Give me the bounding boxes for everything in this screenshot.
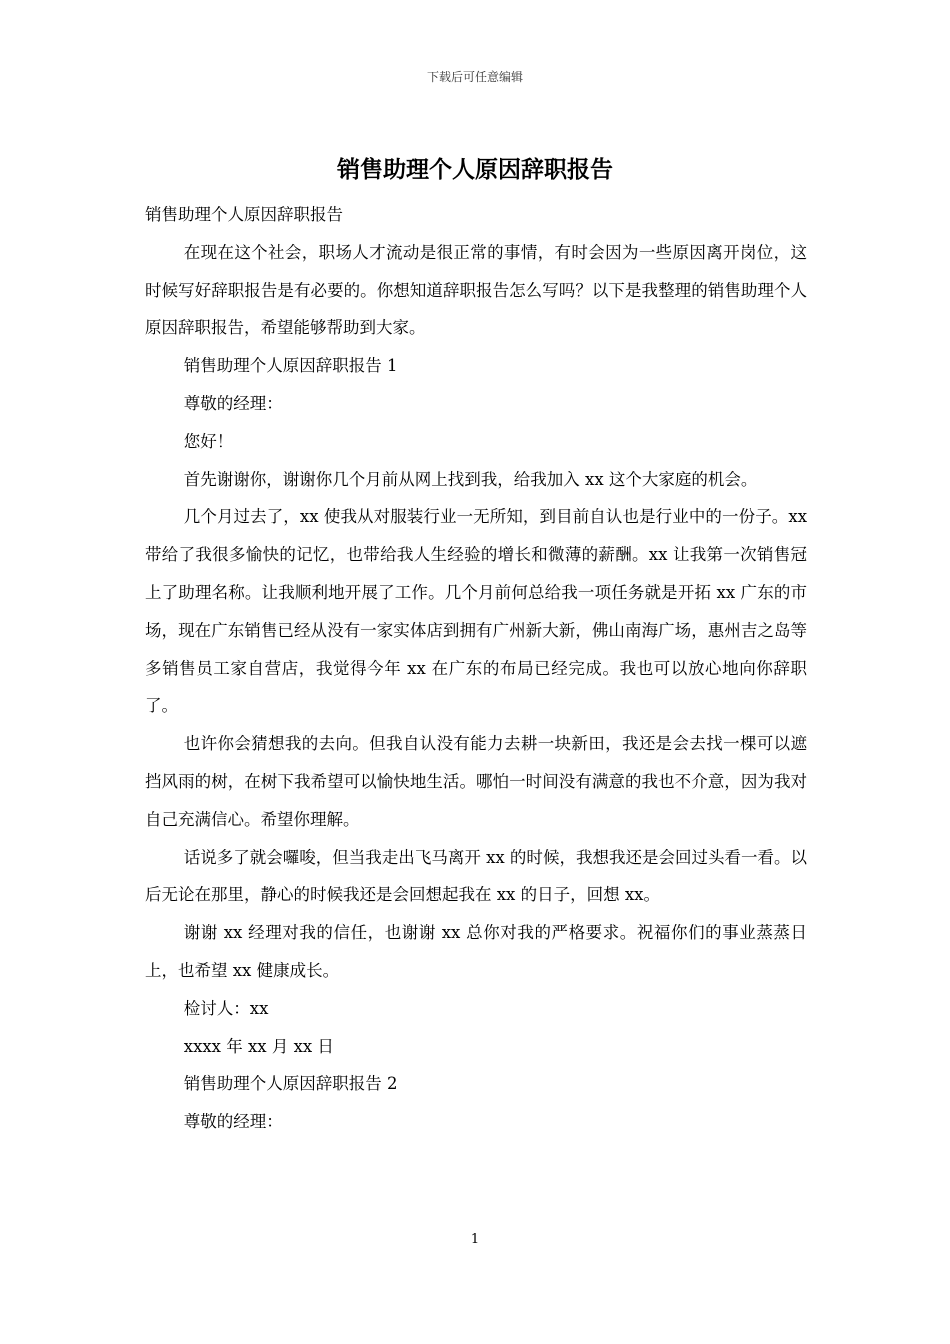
paragraph: 话说多了就会囉唆，但当我走出飞马离开 xx 的时候，我想我还是会回过头看一看。以后无论在那里，静心的时候我还是会回想起我在 xx 的日子，回想 xx。 bbox=[145, 847, 807, 905]
paragraph: 销售助理个人原因辞职报告 bbox=[145, 205, 343, 224]
section-heading: 销售助理个人原因辞职报告 2 bbox=[183, 1074, 398, 1094]
paragraph: 谢谢 xx 经理对我的信任，也谢谢 xx 总你对我的严格要求。祝福你们的事业蒸蒸日上，也希望 xx 健康成长。 bbox=[145, 923, 807, 980]
section-heading: 销售助理个人原因辞职报告 1 bbox=[183, 356, 398, 376]
salutation: 尊敬的经理： bbox=[183, 393, 283, 413]
header-note: 下载后可任意编辑 bbox=[426, 70, 523, 84]
date-line: xxxx 年 xx 月 xx 日 bbox=[183, 1036, 334, 1056]
paragraph: 也许你会猜想我的去向。但我自认没有能力去耕一块新田，我还是会去找一棵可以遮挡风雨的树，在树下我希望可以愉快地生活。哪怕一时间没有满意的我也不介意，因为我对自己充满信心。希望你理解。 bbox=[145, 734, 807, 829]
greeting: 您好！ bbox=[183, 431, 234, 451]
document-body bbox=[145, 196, 807, 1141]
paragraph: 首先谢谢你，谢谢你几个月前从网上找到我，给我加入 xx 这个大家庭的机会。 bbox=[183, 469, 758, 489]
page-number: 1 bbox=[470, 1232, 480, 1247]
salutation: 尊敬的经理： bbox=[183, 1112, 283, 1132]
paragraph: 在现在这个社会，职场人才流动是很正常的事情，有时会因为一些原因离开岗位，这时候写好辞职报告是有必要的。你想知道辞职报告怎么写吗？以下是我整理的销售助理个人原因辞职报告，希望能够帮助到大家。 bbox=[145, 242, 807, 338]
paragraph: 几个月过去了，xx 使我从对服装行业一无所知，到目前自认也是行业中的一份子。xx 带给了我很多愉快的记忆，也带给我人生经验的增长和微薄的薪酬。xx 让我第一次销售冠上了助理名称。让我顺利地开展了工作。几个月前何总给我一项任务就是开拓 xx 广东的市场，现在广东销售已经从没有一家实体店到拥有广州新大新，佛山南海广场，惠州吉之岛等多销售员工家自营店，我觉得今年 xx 在广东的布局已经完成。我也可以放心地向你辞职了。 bbox=[145, 507, 807, 716]
signature: 检讨人：xx bbox=[183, 998, 269, 1018]
document-title: 销售助理个人原因辞职报告 bbox=[337, 156, 613, 183]
